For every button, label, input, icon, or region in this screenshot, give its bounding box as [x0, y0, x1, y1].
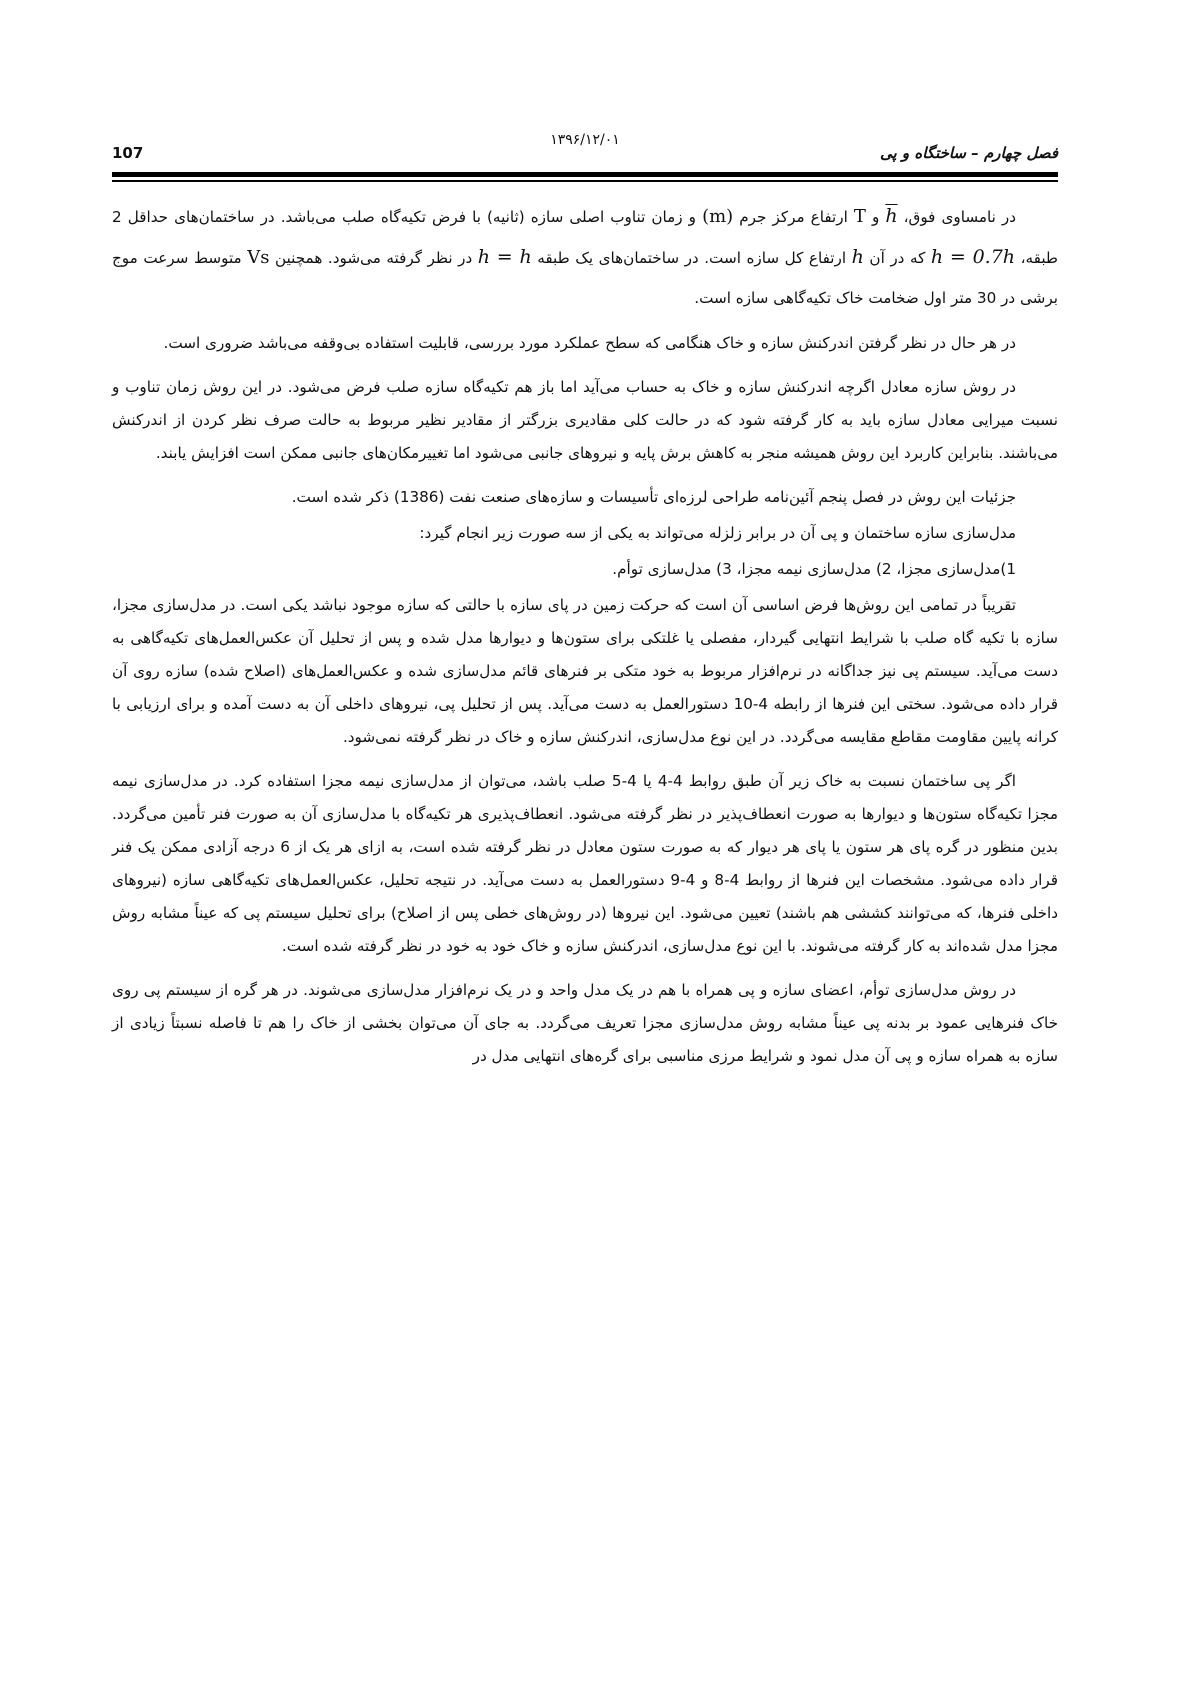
header-date: ۱۳۹۶/۱۲/۰۱ — [550, 132, 620, 148]
paragraph-2: در هر حال در نظر گرفتن اندرکنش سازه و خاک هنگامی که سطح عملکرد مورد بررسی، قابلیت استفاده بی‌وقفه می‌باشد ضروری است. — [163, 334, 1016, 352]
equation-h-bar-07h: h = 0.7h — [930, 246, 1016, 268]
p1-text-f: ارتفاع کل سازه است. در ساختمان‌های یک طبقه — [531, 249, 847, 267]
paragraph-9: در روش مدل‌سازی توأم، اعضای سازه و پی همراه با هم در یک مدل واحد و در یک نرم‌افزار مدل‌سازی می‌شوند. در هر گره از سیستم پی روی خاک فنرهایی عمود بر بدنه پی عیناً مشابه روش مدل‌سازی مجزا تعریف می‌گردد. به جای آن می‌توان بخشی از خاک را هم تا فاصله نسبتاً زیادی از سازه به همراه سازه و پی آن مدل نمود و شرایط مرزی مناسبی برای گره‌های انتهایی مدل در — [112, 981, 1058, 1065]
paragraph-8: اگر پی ساختمان نسبت به خاک زیر آن طبق روابط 4-4 یا 4-5 صلب باشد، می‌توان از مدل‌سازی نیمه مجزا استفاده کرد. در مدل‌سازی نیمه مجزا تکیه‌گاه ستون‌ها و دیوارها به صورت انعطاف‌پذیر در نظر گرفته می‌شود. انعطاف‌پذیری هر تکیه‌گاه با مدل‌سازی آن به صورت فنر تأمین می‌گردد. بدین منظور در گره پای هر ستون یا پای هر دیوار که به صورت ستون معادل در نظر گرفته شده است، به ازای هر یک از 6 درجه آزادی ممکن یک فنر قرار داده می‌شود. مشخصات این فنرها از روابط 4-8 و 4-9 دستورالعمل به دست می‌آید. در نتیجه تحلیل، عکس‌العمل‌های تکیه‌گاهی سازه (نیروهای داخلی فنرها، که می‌توانند کششی هم باشند) تعیین می‌شود. این نیروها (در روش‌های خطی پس از اصلاح) برای تحلیل سیستم پی که عیناً مشابه روش مجزا مدل شده‌اند به کار گرفته می‌شوند. با این نوع مدل‌سازی، اندرکنش سازه و خاک خود به خود در نظر گرفته شده است. — [112, 772, 1058, 955]
p1-text-a: در نامساوی فوق، — [897, 208, 1017, 226]
body-text — [112, 196, 1058, 1084]
paragraph-1 — [112, 196, 1058, 318]
p1-text-g: در نظر گرفته می‌شود. همچنین — [269, 249, 473, 267]
page-number: 107 — [112, 144, 144, 162]
p1-text-h: متوسط سرعت موج برشی در 30 متر اول ضخامت خاک تکیه‌گاهی سازه است. — [112, 249, 1058, 307]
paragraph-7: تقریباً در تمامی این روش‌ها فرض اساسی آن است که حرکت زمین در پای سازه با حالتی که سازه موجود نباشد یکی است. در مدل‌سازی مجزا، سازه با تکیه گاه صلب با شرایط انتهایی گیردار، مفصلی یا غلتکی برای ستون‌ها و دیوارها مدل شده و پس از تحلیل آن عکس‌العمل‌های تکیه‌گاهی به دست می‌آید. سیستم پی نیز جداگانه در نرم‌افزار مربوط به خود متکی بر فنرهای قائم مدل‌سازی شده و عکس‌العمل‌های (اصلاح شده) سازه روی آن قرار داده می‌شود. سختی این فنرها از رابطه 4-10 دستورالعمل به دست می‌آید. پس از تحلیل پی، نیروهای داخلی آن به دست آمده و برای ارزیابی با کرانه پایین مقاومت مقاطع مقایسه می‌گردد. در این نوع مدل‌سازی، اندرکنش سازه و خاک در نظر گرفته نمی‌شود. — [112, 596, 1058, 746]
p1-text-c: ارتفاع مرکز جرم — [733, 208, 848, 226]
paragraph-5: مدل‌سازی سازه ساختمان و پی آن در برابر زلزله می‌تواند به یکی از سه صورت زیر انجام گیرد: — [419, 524, 1016, 542]
paragraph-6: 1)مدل‌سازی مجزا، 2) مدل‌سازی نیمه مجزا، 3) مدل‌سازی توأم. — [612, 560, 1016, 578]
p1-text-b: و — [865, 208, 880, 226]
m-symbol: (m) — [702, 206, 734, 227]
T-symbol: T — [853, 206, 866, 227]
h-bar-symbol: $\overline{h}$ — [885, 205, 898, 227]
header-rule-thin — [112, 180, 1058, 182]
p1-text-d: و زمان تناوب اصلی سازه (ثانیه) با فرض تکیه‌گاه صلب می‌باشد. در ساختمان‌های حداقل 2 طبقه، — [112, 208, 1058, 267]
h-symbol: h — [851, 246, 864, 268]
vs-symbol: Vs — [247, 247, 270, 268]
p1-text-e: که در آن — [863, 249, 926, 267]
paragraph-4: جزئیات این روش در فصل پنجم آئین‌نامه طراحی لرزه‌ای تأسیسات و سازه‌های صنعت نفت (1386) ذکر شده است. — [291, 488, 1016, 506]
paragraph-3: در روش سازه معادل اگرچه اندرکنش سازه و خاک به حساب می‌آید اما باز هم تکیه‌گاه سازه صلب فرض می‌شود. در این روش زمان تناوب و نسبت میرایی معادل سازه باید به کار گرفته شود که در حالت کلی مقادیری بزرگتر از مقادیر نظیر مربوط به حالت صرف نظر کردن از اندرکنش می‌باشند. بنابراین کاربرد این روش همیشه منجر به کاهش برش پایه و نیروهای جانبی می‌شود اما تغییرمکان‌های جانبی ممکن است افزایش یابند. — [112, 378, 1058, 462]
chapter-title: فصل چهارم – ساختگاه و پی — [879, 144, 1058, 162]
equation-h-bar-h: h = h — [477, 246, 532, 268]
page-header — [112, 132, 1058, 172]
header-rule-thick — [112, 172, 1058, 177]
